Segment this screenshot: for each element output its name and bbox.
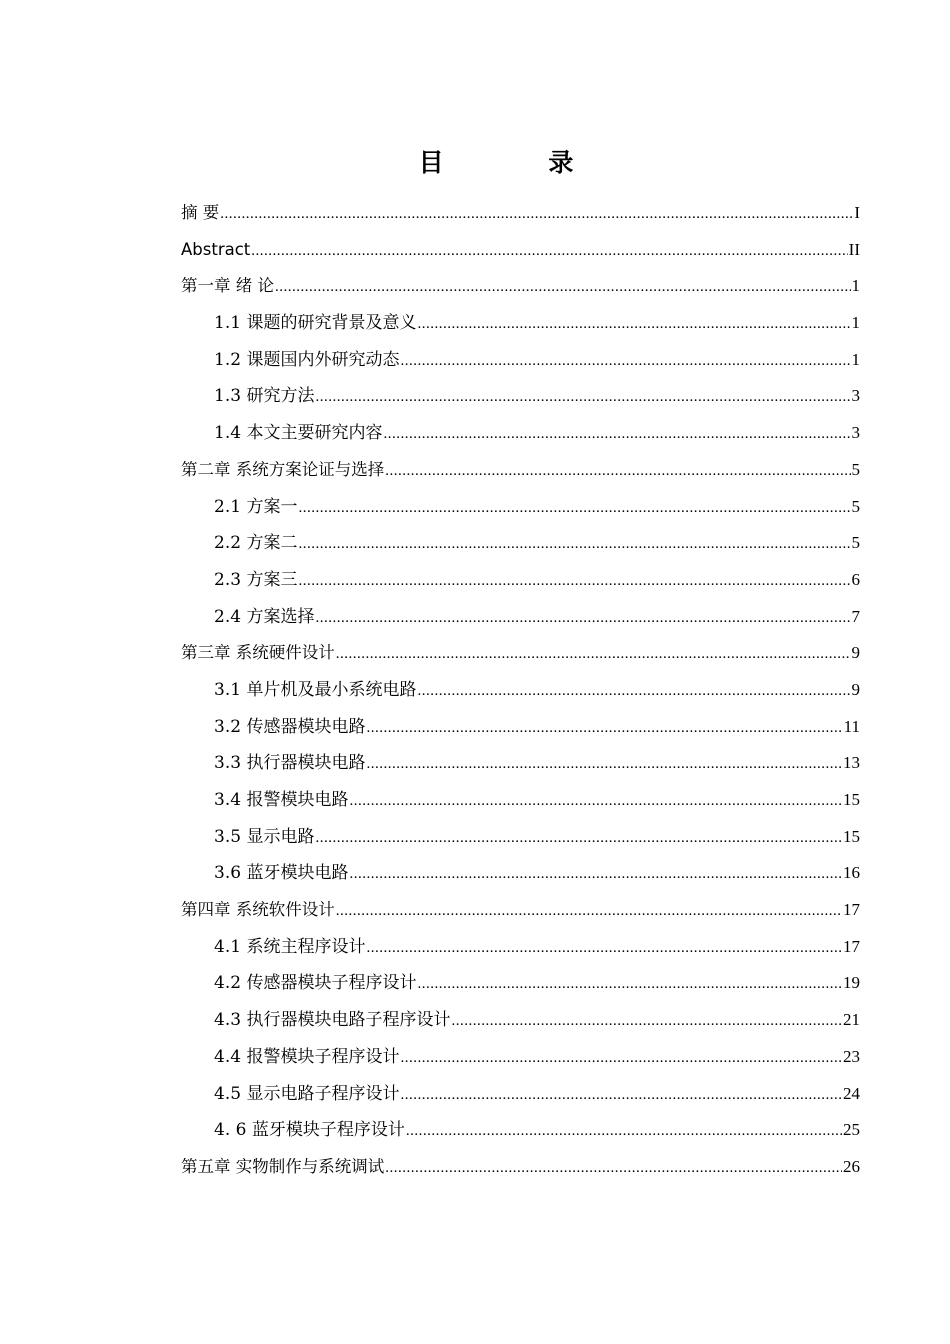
toc-entry-page-number: 15 [843,826,860,846]
toc-dot-leader [417,966,842,1002]
toc-dot-leader [315,379,850,415]
toc-entry-page-number: I [854,203,860,222]
toc-chapter-entry[interactable] [181,452,860,489]
toc-dot-leader [315,600,850,636]
toc-entry-page-number: 13 [843,753,860,773]
toc-section-entry[interactable] [181,599,860,636]
toc-entry-page-number: 17 [843,936,860,956]
toc-section-entry[interactable] [181,855,860,892]
toc-dot-leader [251,233,847,269]
toc-entry-page-number: 9 [851,643,860,663]
toc-dot-leader [349,783,842,819]
toc-section-entry[interactable] [181,965,860,1002]
toc-entry-page-number: 5 [851,533,860,553]
toc-section-entry[interactable] [181,1076,860,1113]
toc-entry-label: 4.5 显示电路子程序设计 [214,1083,400,1104]
toc-entry-page-number: 11 [843,716,860,736]
toc-entry-page-number: 5 [851,459,860,479]
toc-entry-label: 1.1 课题的研究背景及意义 [214,313,417,334]
toc-entry-label: 4.2 传感器模块子程序设计 [214,973,417,994]
toc-dot-leader [298,526,850,562]
toc-section-entry[interactable] [181,562,860,599]
toc-section-entry[interactable] [181,745,860,782]
toc-section-entry[interactable] [181,415,860,452]
toc-chapter-entry[interactable] [181,892,860,929]
toc-dot-leader [336,636,851,672]
toc-section-entry[interactable] [181,1112,860,1149]
toc-entry-label: 3.2 传感器模块电路 [214,716,366,737]
toc-entry-label: 摘 要 [181,203,220,222]
toc-entry-label: 1.3 研究方法 [214,386,315,407]
toc-entry-page-number: 15 [843,790,860,809]
toc-entry-label: 第三章 系统硬件设计 [181,643,335,663]
toc-dot-leader [400,343,850,379]
toc-entry-label: 3.3 执行器模块电路 [214,753,366,774]
toc-section-entry[interactable] [181,1002,860,1039]
toc-entry-label: 2.2 方案二 [214,533,298,554]
toc-dot-leader [385,453,850,489]
toc-entry-page-number: 26 [843,1156,860,1176]
toc-dot-leader [417,673,850,709]
table-of-contents [181,195,860,1186]
toc-entry-label: 4. 6 蓝牙模块子程序设计 [214,1120,405,1141]
toc-entry-page-number: 16 [843,863,860,883]
toc-entry-page-number: 9 [851,679,860,699]
toc-title: 目 录 [418,148,622,177]
toc-entry-page-number: 5 [851,496,860,516]
toc-section-entry[interactable] [181,489,860,526]
toc-dot-leader [400,1077,842,1113]
toc-dot-leader [298,563,850,599]
toc-section-entry[interactable] [181,672,860,709]
toc-entry-page-number: II [848,239,860,259]
toc-section-entry[interactable] [181,929,860,966]
toc-dot-leader [383,416,850,452]
toc-section-entry[interactable] [181,305,860,342]
toc-entry-page-number: 6 [851,569,860,589]
toc-chapter-entry[interactable] [181,195,860,232]
toc-section-entry[interactable] [181,709,860,746]
toc-entry-page-number: 3 [851,386,860,406]
toc-dot-leader [385,1150,842,1186]
toc-dot-leader [349,856,842,892]
toc-chapter-entry[interactable] [181,232,860,269]
toc-dot-leader [336,893,842,929]
toc-entry-label: 4.4 报警模块子程序设计 [214,1046,400,1067]
toc-entry-label: 第五章 实物制作与系统调试 [181,1156,385,1176]
toc-entry-page-number: 23 [843,1046,860,1066]
toc-chapter-entry[interactable] [181,1149,860,1186]
toc-section-entry[interactable] [181,782,860,819]
toc-entry-label: Abstract [181,239,251,259]
toc-section-entry[interactable] [181,342,860,379]
toc-entry-page-number: 17 [843,900,860,920]
toc-dot-leader [366,746,842,782]
toc-entry-label: 2.3 方案三 [214,569,298,590]
toc-entry-label: 3.1 单片机及最小系统电路 [214,679,417,700]
toc-entry-page-number: 7 [851,606,860,626]
toc-dot-leader [366,930,842,966]
toc-entry-label: 2.4 方案选择 [214,606,315,627]
toc-entry-label: 第一章 绪 论 [181,276,274,296]
toc-entry-page-number: 1 [851,349,860,369]
toc-entry-label: 3.6 蓝牙模块电路 [214,863,349,884]
toc-entry-label: 3.4 报警模块电路 [214,790,349,810]
toc-entry-label: 1.2 课题国内外研究动态 [214,349,400,370]
toc-section-entry[interactable] [181,378,860,415]
toc-section-entry[interactable] [181,525,860,562]
toc-entry-page-number: 21 [843,1010,860,1030]
toc-entry-label: 4.3 执行器模块电路子程序设计 [214,1010,451,1031]
toc-entry-page-number: 24 [843,1083,860,1103]
toc-entry-label: 3.5 显示电路 [214,826,315,847]
toc-dot-leader [400,1040,842,1076]
toc-entry-page-number: 1 [851,313,860,333]
toc-entry-label: 第四章 系统软件设计 [181,900,335,920]
toc-section-entry[interactable] [181,819,860,856]
toc-entry-label: 第二章 系统方案论证与选择 [181,459,385,479]
toc-dot-leader [366,710,842,746]
toc-chapter-entry[interactable] [181,268,860,305]
toc-entry-label: 4.1 系统主程序设计 [214,936,366,957]
toc-entry-label: 1.4 本文主要研究内容 [214,423,383,444]
toc-dot-leader [406,1113,842,1149]
toc-entry-page-number: 3 [851,423,860,443]
toc-entry-page-number: 25 [843,1120,860,1140]
toc-dot-leader [220,196,853,232]
toc-entry-page-number: 19 [843,973,860,993]
toc-dot-leader [315,820,842,856]
toc-dot-leader [275,269,851,305]
toc-entry-page-number: 1 [851,276,860,296]
toc-dot-leader [417,306,850,342]
toc-chapter-entry[interactable] [181,635,860,672]
toc-entry-label: 2.1 方案一 [214,496,298,517]
toc-dot-leader [451,1003,842,1039]
toc-dot-leader [298,490,850,526]
toc-section-entry[interactable] [181,1039,860,1076]
